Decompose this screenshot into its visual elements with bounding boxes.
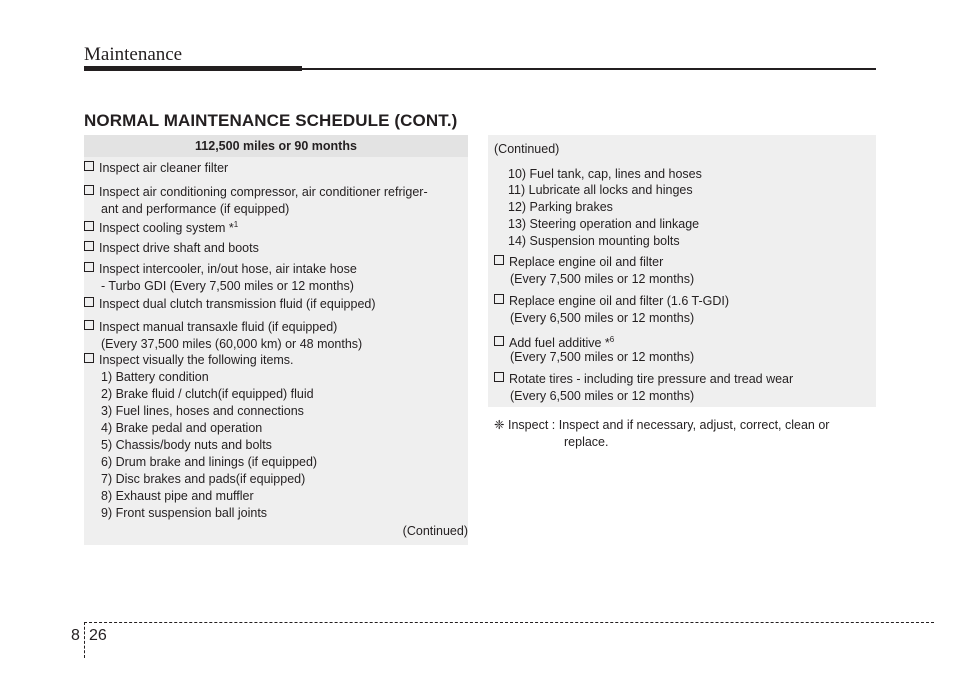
left-checklist-subline-text: 3) Fuel lines, hoses and connections: [101, 404, 304, 418]
left-checklist-subline: [101, 278, 354, 295]
left-checklist-subline-text: - Turbo GDI (Every 7,500 miles or 12 months): [101, 279, 354, 293]
left-checklist-subline: [101, 420, 262, 437]
right-checklist-item-text: Rotate tires - including tire pressure and tread wear: [509, 372, 794, 386]
page-header-title: Maintenance: [84, 44, 183, 65]
interval-heading: 112,500 miles or 90 months: [84, 135, 468, 157]
footnote-marker: 6: [609, 335, 615, 344]
footnote-marker: 1: [233, 220, 239, 229]
left-checklist-item-text: Inspect visually the following items.: [99, 353, 294, 367]
footer-rule: [84, 622, 934, 623]
left-checklist-subline-text: 8) Exhaust pipe and muffler: [101, 489, 254, 503]
left-checklist-subline-text: ant and performance (if equipped): [101, 202, 290, 216]
left-checklist-subline: [101, 437, 272, 454]
checkbox-icon: [494, 336, 504, 346]
note-symbol-icon: [494, 417, 504, 434]
checkbox-icon: [494, 255, 504, 265]
section-number: 8: [71, 627, 80, 644]
numbered-item-text: 11) Lubricate all locks and hinges: [508, 183, 693, 197]
left-continued-label: [403, 523, 468, 540]
note-symbol-icon-text: ❈: [494, 418, 505, 432]
left-checklist-subline: [101, 488, 254, 505]
left-checklist-item-text: Inspect air cleaner filter: [99, 161, 229, 175]
checkbox-icon: [84, 221, 94, 231]
left-checklist-subline: [101, 201, 289, 218]
left-checklist-item: [84, 217, 238, 237]
right-checklist-item: [494, 293, 729, 310]
checkbox-icon: [84, 320, 94, 330]
left-checklist-item-text: Inspect cooling system *: [99, 221, 234, 236]
right-checklist-item-text: Replace engine oil and filter: [509, 255, 664, 269]
checkbox-icon: [494, 294, 504, 304]
left-checklist-item: [84, 296, 376, 313]
checkbox-icon: [84, 185, 94, 195]
header-rule-thick: [84, 66, 302, 71]
left-checklist-subline-text: 1) Battery condition: [101, 370, 209, 384]
right-checklist-subline-text: (Every 7,500 miles or 12 months): [510, 350, 695, 364]
left-checklist-item-text: Inspect drive shaft and boots: [99, 241, 259, 255]
left-checklist-item-text: Inspect air conditioning compressor, air conditioner refriger-: [99, 185, 428, 199]
left-checklist-subline: [101, 403, 304, 420]
left-checklist-subline-text: 6) Drum brake and linings (if equipped): [101, 455, 318, 469]
footer-divider: [84, 622, 85, 658]
right-checklist-subline: [510, 271, 694, 288]
left-checklist-item: [84, 184, 428, 201]
left-checklist-subline: [101, 454, 317, 471]
left-checklist-subline-text: 2) Brake fluid / clutch(if equipped) fluid: [101, 387, 314, 401]
checkbox-icon: [84, 353, 94, 363]
right-continued-label: [494, 141, 559, 158]
right-continued-label-text: (Continued): [494, 142, 560, 156]
numbered-item: [508, 166, 702, 183]
right-checklist-subline-text: (Every 6,500 miles or 12 months): [510, 311, 695, 325]
checkbox-icon: [84, 161, 94, 171]
left-checklist-subline-text: 7) Disc brakes and pads(if equipped): [101, 472, 306, 486]
left-checklist-subline-text: 4) Brake pedal and operation: [101, 421, 263, 435]
left-continued-label-text: (Continued): [402, 524, 468, 538]
right-checklist-subline-text: (Every 7,500 miles or 12 months): [510, 272, 695, 286]
left-checklist-item: [84, 160, 228, 177]
right-checklist-item-text: Add fuel additive *: [509, 336, 610, 351]
left-checklist-item-text: Inspect dual clutch transmission fluid (if equipped): [99, 297, 376, 311]
note-line-text: Inspect : Inspect and if necessary, adjust, correct, clean or: [508, 418, 830, 432]
right-checklist-subline: [510, 349, 694, 366]
header-rule-thin: [302, 68, 876, 70]
page-number: 26: [89, 627, 107, 644]
checkbox-icon: [84, 241, 94, 251]
section-title: NORMAL MAINTENANCE SCHEDULE (CONT.): [84, 111, 458, 130]
left-checklist-item: [84, 240, 259, 257]
numbered-item: [508, 216, 699, 233]
numbered-item-text: 13) Steering operation and linkage: [508, 217, 700, 231]
left-checklist-subline: [101, 386, 314, 403]
numbered-item-text: 12) Parking brakes: [508, 200, 613, 214]
left-checklist-subline: [101, 471, 305, 488]
left-checklist-subline: [101, 369, 209, 386]
numbered-item: [508, 182, 693, 199]
left-checklist-subline-text: 5) Chassis/body nuts and bolts: [101, 438, 272, 452]
right-checklist-item: [494, 371, 793, 388]
checkbox-icon: [494, 372, 504, 382]
right-checklist-item: [494, 254, 663, 271]
right-checklist-subline: [510, 388, 694, 405]
left-checklist-subline-text: 9) Front suspension ball joints: [101, 506, 268, 520]
numbered-item: [508, 199, 613, 216]
left-checklist-item: [84, 352, 294, 369]
numbered-item-text: 14) Suspension mounting bolts: [508, 234, 680, 248]
left-checklist-item: [84, 261, 357, 278]
left-checklist-subline: [101, 505, 267, 522]
note-line: [508, 417, 829, 434]
right-checklist-subline-text: (Every 6,500 miles or 12 months): [510, 389, 695, 403]
left-checklist-item: [84, 319, 337, 336]
checkbox-icon: [84, 297, 94, 307]
checkbox-icon: [84, 262, 94, 272]
left-checklist-subline: [101, 336, 362, 353]
left-checklist-item-text: Inspect manual transaxle fluid (if equipped): [99, 320, 338, 334]
note-line-continued-text: replace.: [564, 435, 609, 449]
right-checklist-item-text: Replace engine oil and filter (1.6 T-GDI): [509, 294, 730, 308]
numbered-item-text: 10) Fuel tank, cap, lines and hoses: [508, 167, 702, 181]
left-checklist-subline-text: (Every 37,500 miles (60,000 km) or 48 months): [101, 337, 363, 351]
right-checklist-subline: [510, 310, 694, 327]
numbered-item: [508, 233, 680, 250]
left-checklist-item-text: Inspect intercooler, in/out hose, air intake hose: [99, 262, 357, 276]
note-line-continued: [564, 434, 608, 451]
